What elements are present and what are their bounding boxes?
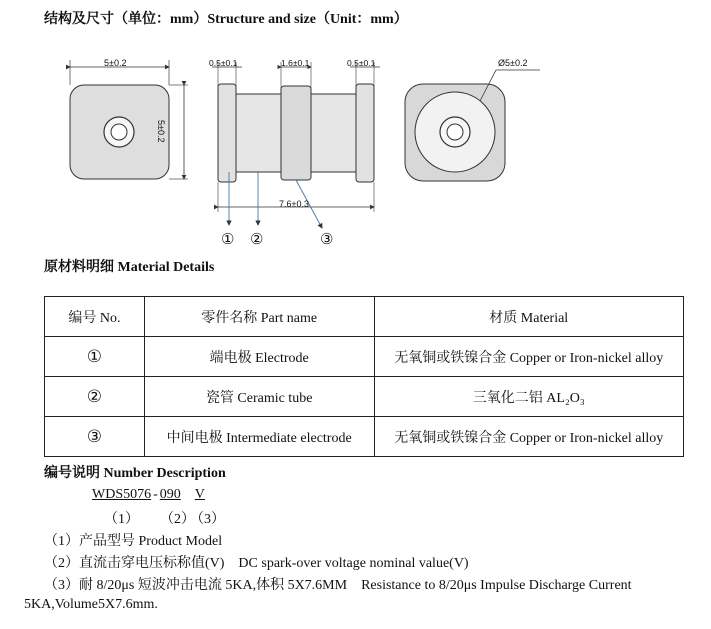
header-material: 材质 Material [374,297,684,337]
model-index-3: （3） [190,512,225,527]
model-index-1: （1） [104,512,139,527]
table-row [45,377,684,417]
row-part: 瓷管 Ceramic tube [144,377,374,417]
row-part: 端电极 Electrode [144,337,374,377]
description-line-1: （1）产品型号 Product Model [44,534,223,549]
model-part-suffix: V [194,487,205,502]
row-part: 中间电极 Intermediate electrode [144,417,374,457]
materials-table [44,296,684,457]
dim-cap-left: 0.5±0.1 [209,58,238,68]
model-separator: - [153,487,158,502]
materials-title: 原材料明细 Material Details [44,260,215,275]
header-part-name: 零件名称 Part name [144,297,374,337]
description-line-2: （2）直流击穿电压标称值(V) DC spark-over voltage nominal value(V) [44,556,469,571]
model-part-voltage: 090 [159,487,181,502]
table-header-row [45,297,684,337]
structure-title: 结构及尺寸（单位：mm）Structure and size（Unit：mm） [44,12,408,27]
callout-1: ① [221,232,235,248]
row-material: 无氧铜或铁镍合金 Copper or Iron-nickel alloy [374,417,684,457]
dim-height: 5±0.2 [156,120,166,143]
description-line-3: （3）耐 8/20μs 短波冲击电流 5KA,体积 5X7.6MM Resistance to 8/20μs Impulse Discharge Current [44,578,632,593]
row-no: ③ [45,417,145,457]
dim-width: 5±0.2 [104,58,127,68]
dim-cap-right: 0.5±0.1 [347,58,376,68]
end-view [405,70,540,181]
dim-diameter: Ø5±0.2 [498,58,528,68]
row-no: ② [45,377,145,417]
front-view [70,60,188,179]
model-part-series: WDS5076 [92,487,152,502]
header-no: 编号 No. [45,297,145,337]
table-row [45,337,684,377]
dim-middle: 1.6±0.1 [281,58,310,68]
number-description-title: 编号说明 Number Description [44,466,226,481]
callout-3: ③ [320,232,334,248]
dim-length: 7.6±0.3 [279,199,309,209]
row-no: ① [45,337,145,377]
model-index-2: （2） [160,512,195,527]
row-material: 无氧铜或铁镍合金 Copper or Iron-nickel alloy [374,337,684,377]
table-row [45,417,684,457]
description-line-4: 5KA,Volume5X7.6mm. [24,597,158,612]
structure-drawing [0,0,711,260]
row-material: 三氧化二铝 AL₂O₃ [374,377,684,417]
callout-2: ② [250,232,264,248]
model-code [92,487,205,503]
